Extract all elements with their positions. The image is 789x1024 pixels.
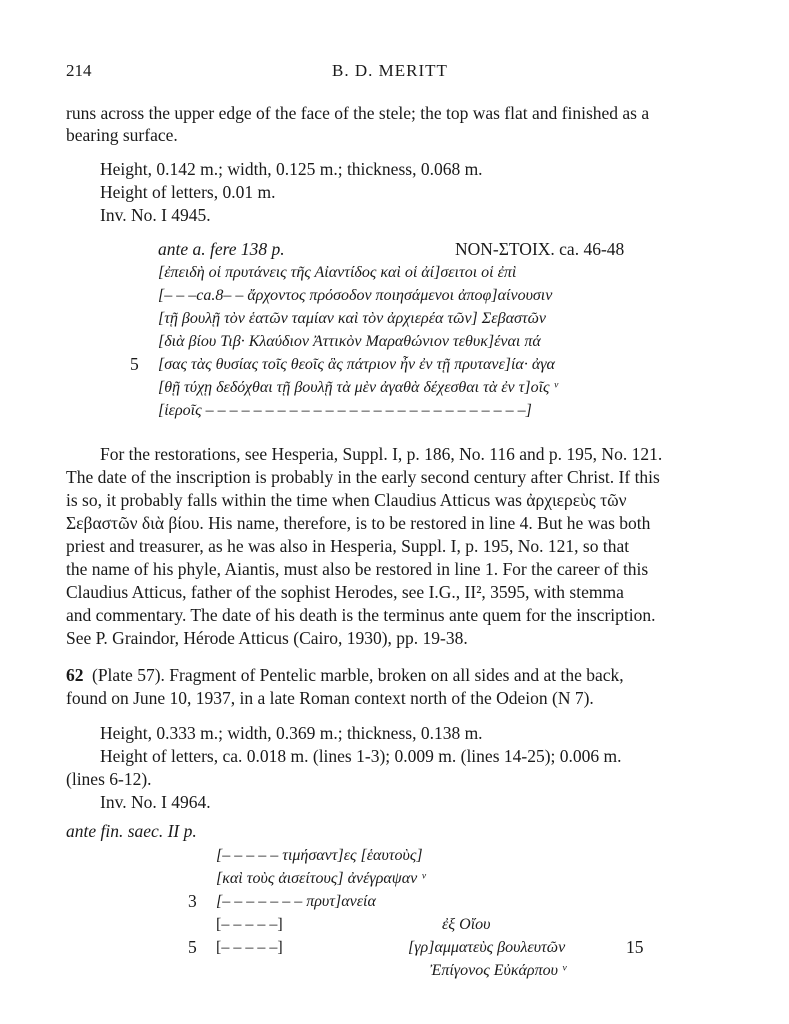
e62-right-line-2: [γρ]αμματεὺς βουλευτῶν [408,939,566,956]
e62-measure-4: Inv. No. I 4964. [100,792,211,812]
e61-text-line-1: [ἐπειδὴ οἱ πρυτάνεις τῆς Αἰαντίδος καὶ οἱ ἀί]σειτοι οἱ ἐπὶ [158,264,517,281]
e61-text-line-4: [διὰ βίου Τιβ· Κλαύδιον Ἀττικὸν Μαραθώνιον τεθυκ]έναι πά [158,333,541,350]
e61-comment-3: is so, it probably falls within the time when Claudius Atticus was ἀρχιερεὺς τῶν [66,490,627,510]
e61-comment-4: Σεβαστῶν διὰ βίου. His name, therefore, is to be restored in line 4. But he was both [66,513,651,533]
e61-measure-2: Height of letters, 0.01 m. [100,182,276,202]
e62-measure-1: Height, 0.333 m.; width, 0.369 m.; thickness, 0.138 m. [100,723,483,743]
intro-line-2: bearing surface. [66,125,178,145]
e61-comment-6: the name of his phyle, Aiantis, must also be restored in line 1. For the career of this [66,559,649,579]
e62-text-line-1: [– – – – – τιμήσαντ]ες [ἑαυτοὺς] [216,847,423,864]
e61-date: ante a. fere 138 p. [158,239,285,259]
e62-right-line-3: Ἐπίγονος Εὐκάρπου ᵛ [430,962,567,979]
e61-text-line-2: [– – –ca.8– – ἄρχοντος πρόσοδον ποιησάμενοι ἀποφ]αίνουσιν [158,287,553,304]
e62-number: 62 [66,665,84,685]
e61-comment-7: Claudius Atticus, father of the sophist Herodes, see I.G., II², 3595, with stemma [66,582,624,602]
e61-line-number-5: 5 [130,354,139,374]
e61-text-line-7: [ἱεροῖς – – – – – – – – – – – – – – – – – – – – – – – – – – –] [158,402,532,419]
e62-text-line-4: [– – – – –] [216,916,283,933]
e61-comment-1: For the restorations, see Hesperia, Suppl. I, p. 186, No. 116 and p. 195, No. 121. [100,444,663,464]
e61-comment-2: The date of the inscription is probably in the early second century after Christ. If this [66,467,660,487]
e62-desc-1: (Plate 57). Fragment of Pentelic marble, broken on all sides and at the back, [92,665,624,685]
e62-measure-2: Height of letters, ca. 0.018 m. (lines 1-3); 0.009 m. (lines 14-25); 0.006 m. [100,746,622,766]
e61-text-line-5: [σας τὰς θυσίας τοῖς θεοῖς ἃς πάτριον ἦν ἐν τῇ πρυτανε]ία· ἀγα [158,356,555,373]
e62-date: ante fin. saec. II p. [66,821,197,841]
e61-comment-5: priest and treasurer, as he was also in Hesperia, Suppl. I, p. 195, No. 121, so that [66,536,630,556]
e61-comment-8: and commentary. The date of his death is the terminus ante quem for the inscription. [66,605,656,625]
e62-text-line-2: [καὶ τοὺς ἀισείτους] ἀνέγραψαν ᵛ [216,870,426,887]
e62-right-line-1: ἐξ Οἴου [442,916,491,933]
e61-stoich: NON-ΣΤΟΙΧ. ca. 46-48 [455,239,625,259]
running-title: B. D. MERITT [332,61,448,80]
e62-text-line-3: [– – – – – – – πρυτ]ανεία [216,893,376,910]
e62-text-line-5: [– – – – –] [216,939,283,956]
e61-text-line-3: [τῇ βουλῇ τὸν ἑατῶν ταμίαν καὶ τὸν ἀρχιερέα τῶν] Σεβαστῶν [158,310,546,327]
e62-line-number-3: 3 [188,891,197,911]
e62-measure-3: (lines 6-12). [66,769,152,789]
e61-comment-9: See P. Graindor, Hérode Atticus (Cairo, 1930), pp. 19-38. [66,628,468,648]
e62-line-number-5: 5 [188,937,197,957]
e62-line-number-15: 15 [626,937,644,957]
page-number: 214 [66,61,92,80]
e62-desc-2: found on June 10, 1937, in a late Roman context north of the Odeion (N 7). [66,688,594,708]
e61-text-line-6: [θῇ τύχῃ δεδόχθαι τῇ βουλῇ τὰ μὲν ἀγαθὰ δέχεσθαι τὰ ἐν τ]οῖς ᵛ [158,379,559,396]
e61-measure-3: Inv. No. I 4945. [100,205,211,225]
e61-measure-1: Height, 0.142 m.; width, 0.125 m.; thickness, 0.068 m. [100,159,483,179]
intro-line-1: runs across the upper edge of the face of the stele; the top was flat and finished as a [66,103,650,123]
